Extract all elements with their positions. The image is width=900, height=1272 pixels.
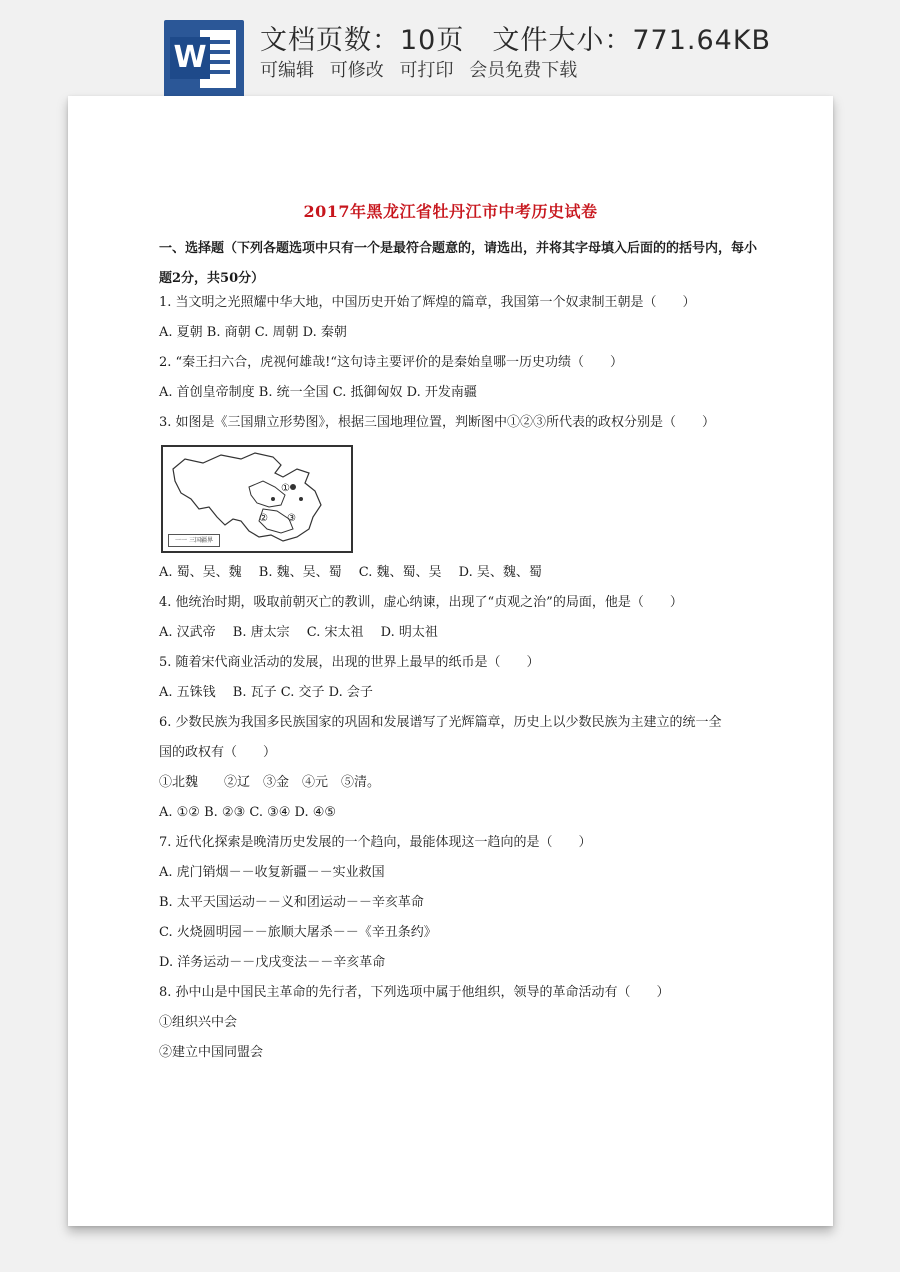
page-count-label: 文档页数：10页 — [260, 25, 465, 56]
question-line: 7. 近代化探索是晚清历史发展的一个趋向，最能体现这一趋向的是（ ） — [159, 835, 592, 850]
question-line: C. 火烧圆明园－－旅顺大屠杀－－《辛丑条约》 — [159, 925, 437, 940]
question-line: 4. 他统治时期，吸取前朝灭亡的教训，虚心纳谏，出现了“贞观之治”的局面，他是（ ） — [159, 595, 683, 610]
question-line: A. 虎门销烟－－收复新疆－－实业救国 — [159, 865, 385, 880]
question-line: A. 夏朝 B. 商朝 C. 周朝 D. 秦朝 — [159, 325, 347, 340]
feature-editable: 可编辑 — [260, 60, 314, 81]
question-line: 1. 当文明之光照耀中华大地，中国历史开始了辉煌的篇章，我国第一个奴隶制王朝是（ ） — [159, 295, 696, 310]
question-line: 5. 随着宋代商业活动的发展，出现的世界上最早的纸币是（ ） — [159, 655, 540, 670]
question-line: D. 洋务运动－－戊戌变法－－辛亥革命 — [159, 955, 386, 970]
word-icon — [164, 20, 244, 98]
question-line: A. 五铢钱 B. 瓦子 C. 交子 D. 会子 — [159, 685, 373, 700]
question-line: 8. 孙中山是中国民主革命的先行者，下列选项中属于他组织，领导的革命活动有（ ） — [159, 985, 670, 1000]
question-line: 2. “秦王扫六合，虎视何雄哉!“这句诗主要评价的是秦始皇哪一历史功绩（ ） — [159, 355, 624, 370]
map-marker-1: ① — [281, 483, 290, 494]
section-heading: 一、选择题（下列各题选项中只有一个是最符合题意的，请选出，并将其字母填入后面的的括号内，每小题2分，共50分） — [159, 241, 758, 286]
question-line: A. ①② B. ②③ C. ③④ D. ④⑤ — [159, 805, 337, 820]
document-banner — [0, 0, 900, 100]
question-line: 6. 少数民族为我国多民族国家的巩固和发展谱写了光辉篇章，历史上以少数民族为主建立的统一全 — [159, 715, 722, 730]
question-line: 国的政权有（ ） — [159, 745, 277, 760]
feature-member-download: 会员免费下载 — [469, 60, 578, 81]
question-line: ①北魏 ②辽 ③金 ④元 ⑤清。 — [159, 775, 381, 790]
feature-modifiable: 可修改 — [329, 60, 384, 81]
question-line: B. 太平天国运动－－义和团运动－－辛亥革命 — [159, 895, 424, 910]
question-line: A. 汉武帝 B. 唐太宗 C. 宋太祖 D. 明太祖 — [159, 625, 438, 640]
question-line: A. 首创皇帝制度 B. 统一全国 C. 抵御匈奴 D. 开发南疆 — [159, 385, 477, 400]
document-page — [68, 96, 833, 1226]
document-title: 2017年黑龙江省牡丹江市中考历史试卷 — [303, 202, 598, 221]
question-line: ①组织兴中会 — [159, 1015, 238, 1030]
banner-features — [260, 56, 587, 82]
file-size-label: 文件大小：771.64KB — [492, 25, 772, 56]
question-line: 3. 如图是《三国鼎立形势图》，根据三国地理位置，判断图中①②③所代表的政权分别是（ ） — [159, 415, 716, 430]
map-marker-3: ③ — [287, 513, 296, 524]
banner-file-info — [260, 18, 771, 57]
question-line: A. 蜀、吴、魏 B. 魏、吴、蜀 C. 魏、蜀、吴 D. 吴、魏、蜀 — [159, 565, 542, 580]
word-letter-w: W — [170, 37, 210, 79]
question-line: ②建立中国同盟会 — [159, 1045, 264, 1060]
feature-printable: 可打印 — [399, 60, 454, 81]
map-legend: 一一 三国疆界 — [168, 534, 220, 547]
map-marker-2: ② — [259, 513, 268, 524]
three-kingdoms-map — [161, 445, 353, 553]
